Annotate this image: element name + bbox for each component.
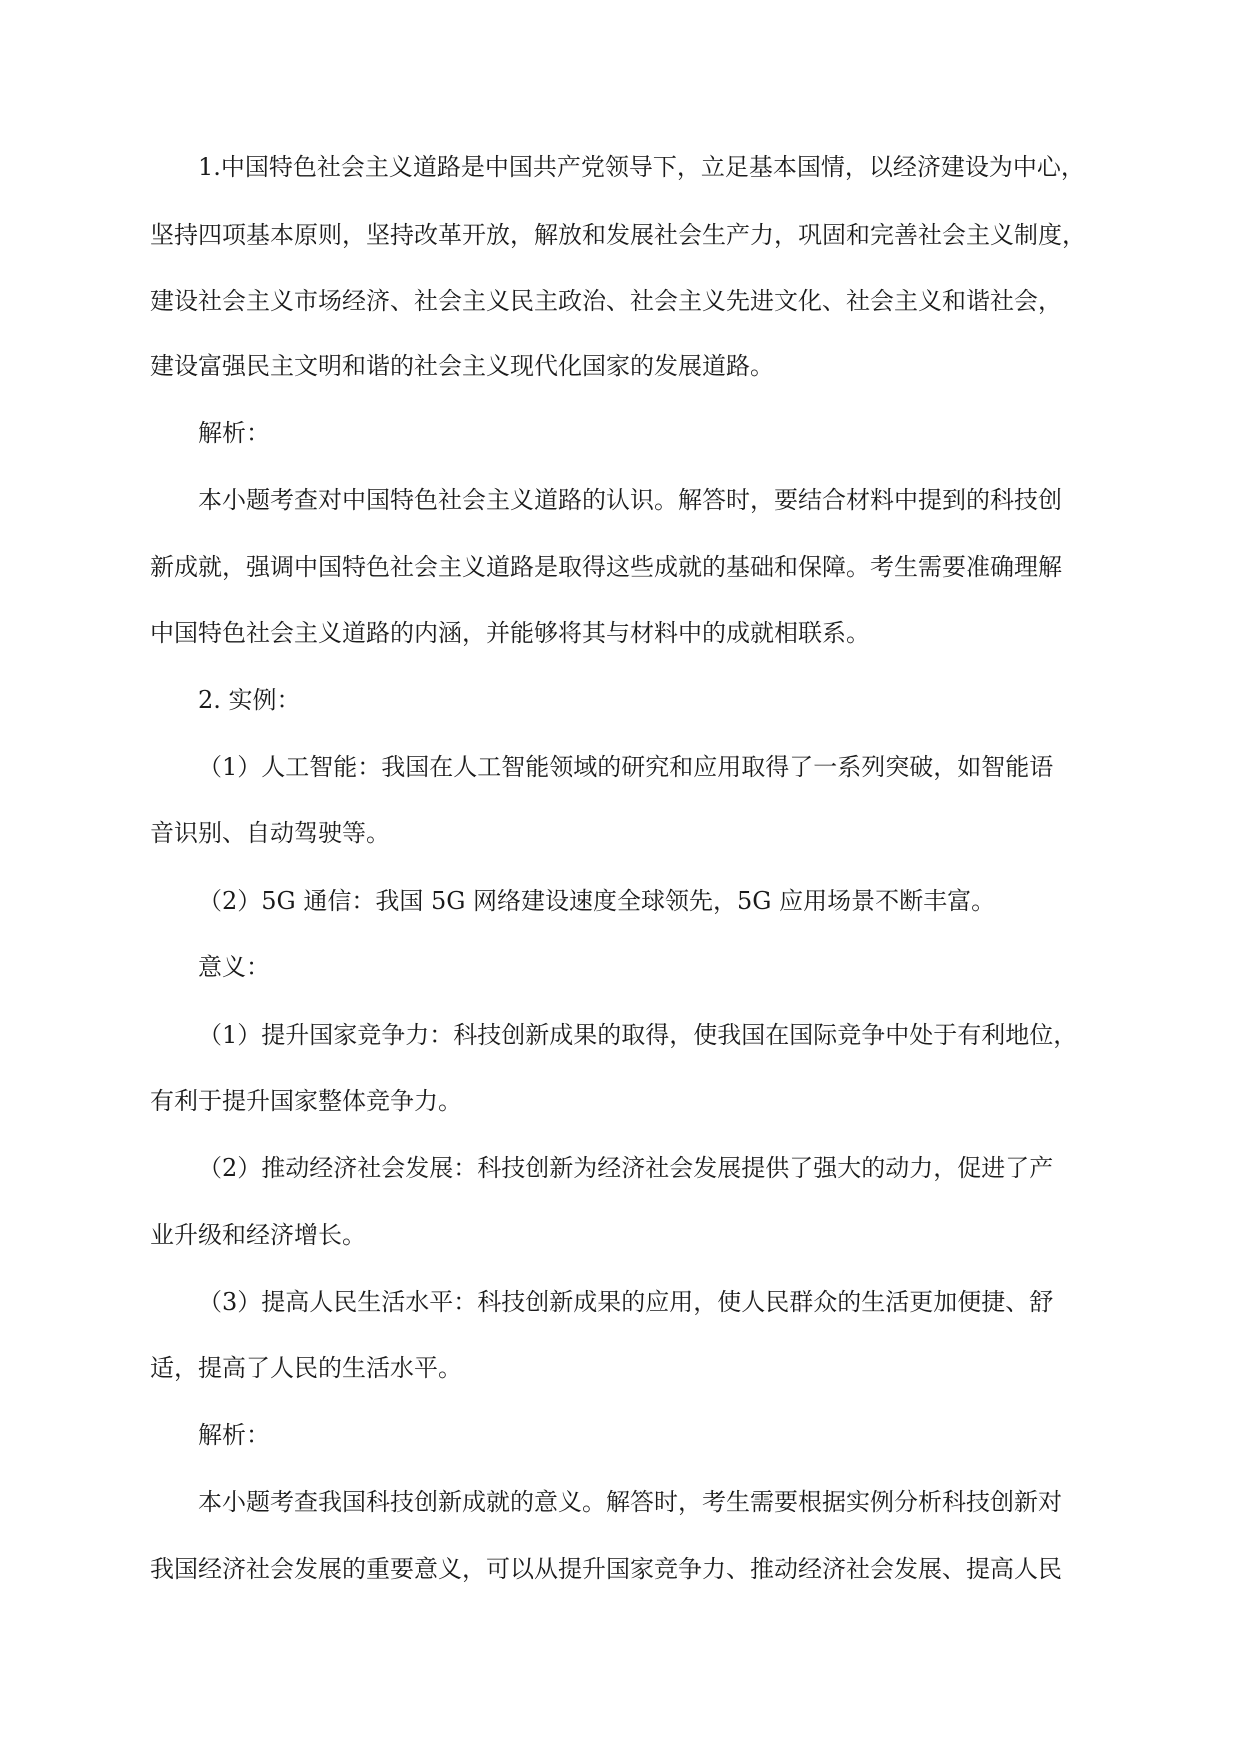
significance-3-line-2: 适，提高了人民的生活水平。 [150,1354,462,1382]
analysis-heading-1: 解析： [198,419,270,447]
paragraph-1-line-4: 建设富强民主文明和谐的社会主义现代化国家的发展道路。 [150,352,774,380]
paragraph-1-line-3: 建设社会主义市场经济、社会主义民主政治、社会主义先进文化、社会主义和谐社会， [150,287,1062,315]
examples-heading: 2. 实例： [198,686,301,714]
example-1-line-2: 音识别、自动驾驶等。 [150,819,390,847]
analysis-2-line-1: 本小题考查我国科技创新成就的意义。解答时，考生需要根据实例分析科技创新对 [198,1488,1062,1516]
significance-1-line-2: 有利于提升国家整体竞争力。 [150,1087,462,1115]
analysis-1-line-2: 新成就，强调中国特色社会主义道路是取得这些成就的基础和保障。考生需要准确理解 [150,553,1062,581]
analysis-1-line-3: 中国特色社会主义道路的内涵，并能够将其与材料中的成就相联系。 [150,619,870,647]
analysis-1-line-1: 本小题考查对中国特色社会主义道路的认识。解答时，要结合材料中提到的科技创 [198,486,1062,514]
significance-3-line-1: （3）提高人民生活水平：科技创新成果的应用，使人民群众的生活更加便捷、舒 [198,1288,1054,1316]
significance-2-line-1: （2）推动经济社会发展：科技创新为经济社会发展提供了强大的动力，促进了产 [198,1154,1054,1182]
significance-2-line-2: 业升级和经济增长。 [150,1221,366,1249]
paragraph-1-line-2: 坚持四项基本原则，坚持改革开放，解放和发展社会生产力，巩固和完善社会主义制度， [150,221,1086,249]
paragraph-1-line-1: 1.中国特色社会主义道路是中国共产党领导下，立足基本国情，以经济建设为中心， [198,153,1085,181]
significance-heading: 意义： [198,953,270,981]
significance-1-line-1: （1）提升国家竞争力：科技创新成果的取得，使我国在国际竞争中处于有利地位， [198,1021,1078,1049]
example-1-line-1: （1）人工智能：我国在人工智能领域的研究和应用取得了一系列突破，如智能语 [198,753,1054,781]
analysis-2-line-2: 我国经济社会发展的重要意义，可以从提升国家竞争力、推动经济社会发展、提高人民 [150,1555,1062,1583]
analysis-heading-2: 解析： [198,1421,270,1449]
example-2: （2）5G 通信：我国 5G 网络建设速度全球领先，5G 应用场景不断丰富。 [198,887,996,915]
